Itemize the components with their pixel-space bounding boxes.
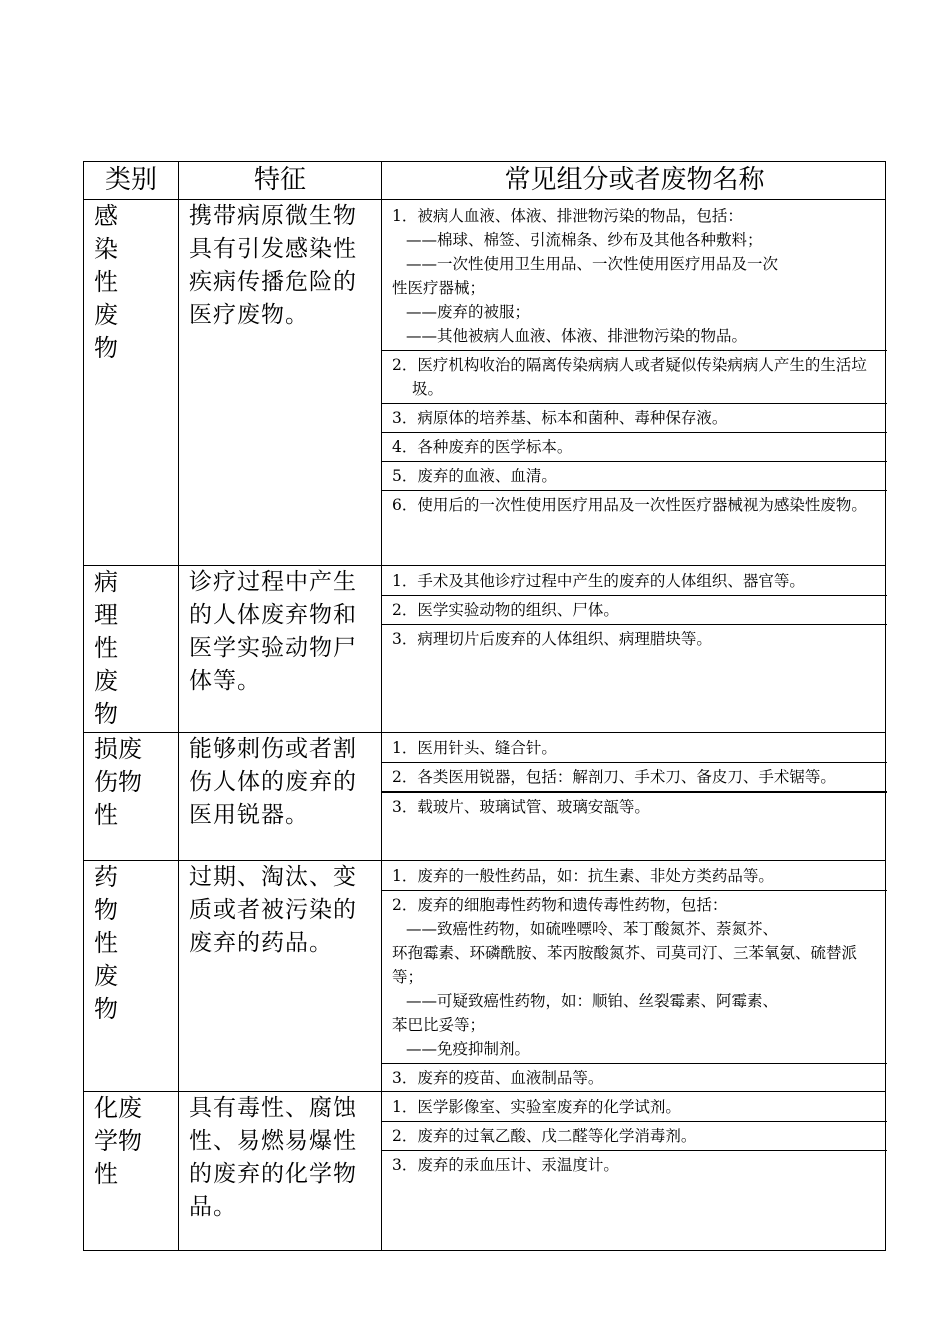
list-item: 4．各种废弃的医学标本。: [382, 433, 887, 462]
feature-chemical: 具有毒性、腐蚀性、易燃易爆性的废弃的化学物品。: [189, 1095, 357, 1220]
list-item: 3．载玻片、玻璃试管、玻璃安瓿等。: [392, 798, 650, 816]
medical-waste-table: [83, 161, 886, 1251]
category-infectious: 感 染 性 废 物: [94, 202, 118, 362]
list-item: 2．医学实验动物的组织、尸体。: [382, 596, 887, 625]
category-pathological: 病 理 性 废 物: [94, 568, 118, 728]
list-item: 6．使用后的一次性使用医疗用品及一次性医疗器械视为感染性废物。: [392, 496, 867, 514]
category-pharmaceutical: 药 物 性 废 物: [94, 863, 118, 1023]
list-item: 3．废弃的汞血压计、汞温度计。: [392, 1156, 619, 1174]
components-pharmaceutical: [382, 862, 887, 1092]
list-item: 2．废弃的细胞毒性药物和遗传毒性药物，包括： ——致癌性药物，如硫唑嘌呤、苯丁酸氮芥、萘氮芥、 环孢霉素、环磷酰胺、苯丙胺酸氮芥、司莫司汀、三苯氧氨、硫替派等； ——可疑致癌性药物，如：顺铂、丝裂霉素、阿霉素、 苯巴比妥等； ——免疫抑制剂。: [382, 891, 887, 1064]
list-item: 3．病原体的培养基、标本和菌种、毒种保存液。: [382, 404, 887, 433]
feature-sharps: 能够刺伤或者割伤人体的废弃的医用锐器。: [189, 736, 357, 828]
header-components: 常见组分或者废物名称: [504, 165, 765, 195]
header-feature: 特征: [253, 165, 306, 195]
list-item: 1．废弃的一般性药品，如：抗生素、非处方类药品等。: [382, 862, 887, 891]
list-item: 1．医学影像室、实验室废弃的化学试剂。: [382, 1093, 887, 1122]
feature-pharmaceutical: 过期、淘汰、变质或者被污染的废弃的药品。: [189, 864, 357, 956]
components-chemical: [382, 1093, 887, 1179]
components-pathological: [382, 567, 887, 653]
list-item: 3．废弃的疫苗、血液制品等。: [392, 1069, 604, 1087]
components-sharps: [382, 734, 887, 821]
list-item: 2．医疗机构收治的隔离传染病病人或者疑似传染病病人产生的生活垃圾。: [382, 351, 887, 404]
list-item: 1．手术及其他诊疗过程中产生的废弃的人体组织、器官等。: [382, 567, 887, 596]
feature-pathological: 诊疗过程中产生的人体废弃物和医学实验动物尸体等。: [189, 569, 357, 694]
list-item: 1．医用针头、缝合针。: [382, 734, 887, 763]
components-infectious: [382, 202, 887, 519]
list-item: 2．废弃的过氧乙酸、戊二醛等化学消毒剂。: [382, 1122, 887, 1151]
list-item: 3．病理切片后废弃的人体组织、病理腊块等。: [392, 630, 712, 648]
list-item: 1．被病人血液、体液、排泄物污染的物品，包括： ——棉球、棉签、引流棉条、纱布及其他各种敷料； ——一次性使用卫生用品、一次性使用医疗用品及一次 性医疗器械； ——废弃的被服； ——其他被病人血液、体液、排泄物污染的物品。: [382, 202, 887, 351]
header-category: 类别: [104, 165, 157, 195]
column-divider: [178, 162, 179, 1250]
list-item: 2．各类医用锐器，包括：解剖刀、手术刀、备皮刀、手术锯等。: [382, 763, 887, 793]
feature-infectious: 携带病原微生物具有引发感染性疾病传播危险的医疗废物。: [189, 203, 357, 328]
list-item: 5．废弃的血液、血清。: [382, 462, 887, 491]
category-sharps: 损废 伤物 性: [94, 735, 142, 829]
category-chemical: 化废 学物 性: [94, 1094, 142, 1188]
